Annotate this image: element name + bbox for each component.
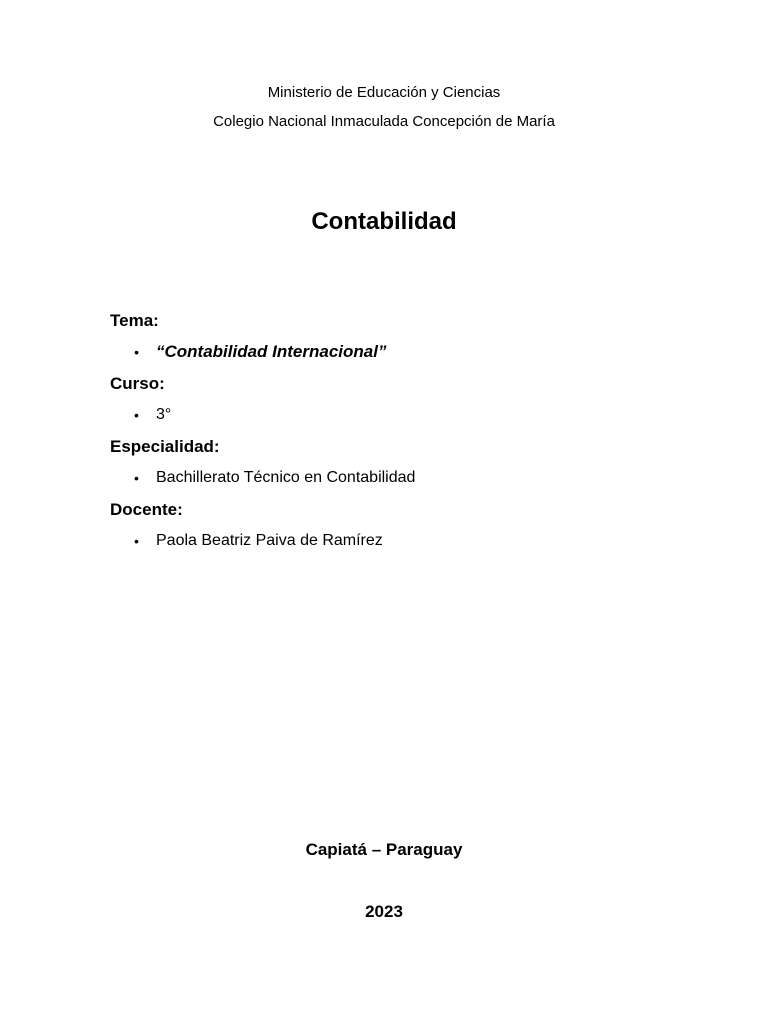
- topic-value: “Contabilidad Internacional”: [156, 342, 387, 361]
- year-text: 2023: [365, 902, 403, 921]
- course-value: 3°: [156, 406, 172, 423]
- topic-label: Tema:: [110, 311, 159, 330]
- specialty-item: [110, 467, 670, 499]
- course-label: Curso:: [110, 374, 165, 393]
- course-item: [110, 404, 670, 436]
- document-title: Contabilidad: [311, 208, 457, 235]
- teacher-label: Docente:: [110, 500, 183, 519]
- ministry-name: Ministerio de Educación y Ciencias: [267, 84, 501, 101]
- school-name: Colegio Nacional Inmaculada Concepción de María: [213, 113, 555, 130]
- topic-item: [110, 341, 670, 373]
- specialty-value: Bachillerato Técnico en Contabilidad: [156, 469, 416, 486]
- bullet-icon: •: [134, 470, 139, 486]
- specialty-label: Especialidad:: [110, 437, 220, 456]
- location-text: Capiatá – Paraguay: [305, 840, 463, 859]
- bullet-icon: •: [134, 407, 139, 423]
- bullet-icon: •: [134, 344, 139, 360]
- info-section: [110, 310, 670, 562]
- teacher-value: Paola Beatriz Paiva de Ramírez: [156, 532, 383, 549]
- teacher-item: [110, 530, 670, 562]
- bullet-icon: •: [134, 533, 139, 549]
